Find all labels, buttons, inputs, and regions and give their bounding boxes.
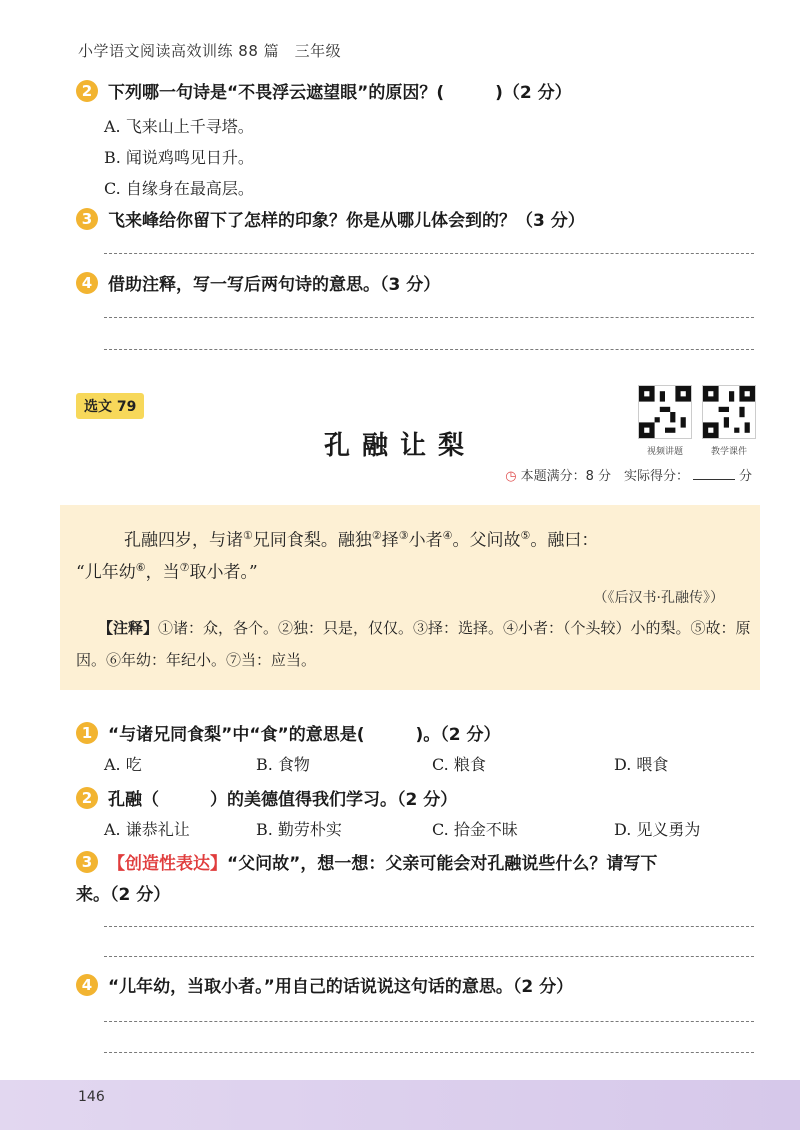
question-number-badge: 3 [76, 851, 98, 873]
question-text: 孔融（ ）的美德值得我们学习。（2 分） [108, 790, 458, 810]
question-3b [76, 849, 657, 874]
question-3 [76, 206, 585, 231]
answer-line[interactable] [104, 1052, 754, 1053]
option-d[interactable]: D. 喂食 [614, 755, 669, 774]
option-b[interactable]: B. 勤劳朴实 [256, 820, 342, 839]
selection-tag: 选文 79 [76, 393, 144, 419]
question-2 [76, 78, 572, 103]
qr-label-video: 视频讲题 [646, 447, 683, 457]
question-number-badge: 2 [76, 80, 98, 102]
score-blank[interactable] [693, 479, 735, 480]
answer-line[interactable] [104, 956, 754, 957]
question-text: 飞来峰给你留下了怎样的印象？你是从哪儿体会到的？（3 分） [108, 211, 585, 231]
note-ref: ③ [398, 529, 409, 542]
passage-text: 兄同食梨。融独 [252, 530, 372, 551]
question-number-badge: 4 [76, 272, 98, 294]
question-number-badge: 4 [76, 974, 98, 996]
question-1 [76, 720, 500, 745]
creative-expression-tag: 【创造性表达】 [108, 854, 227, 874]
note-ref: ⑦ [179, 561, 190, 574]
answer-line[interactable] [104, 349, 754, 350]
clock-icon: ◷ [505, 469, 517, 484]
option-a[interactable]: A. 谦恭礼让 [104, 820, 190, 839]
notes-label: 【注释】 [98, 619, 159, 637]
passage-text: ，当 [145, 562, 180, 583]
annotations [76, 612, 756, 676]
passage-line-2 [76, 551, 726, 590]
score-unit: 分 [738, 469, 752, 484]
question-text: 借助注释，写一写后两句诗的意思。（3 分） [108, 275, 441, 295]
option-b[interactable]: B. 闻说鸡鸣见日升。 [104, 148, 254, 167]
note-ref: ④ [442, 529, 453, 542]
question-text: 下列哪一句诗是“不畏浮云遮望眼”的原因？( )（2 分） [108, 83, 572, 103]
passage-text: 。融曰： [530, 530, 599, 551]
passage-title: 孔融让梨 [323, 431, 476, 461]
question-text: “父问故”，想一想：父亲可能会对孔融说些什么？请写下 [227, 854, 658, 874]
note-ref: ⑥ [135, 561, 146, 574]
option-c[interactable]: C. 拾金不昧 [432, 820, 518, 839]
question-number-badge: 1 [76, 722, 98, 744]
answer-line[interactable] [104, 253, 754, 254]
question-text: “与诸兄同食梨”中“食”的意思是( )。（2 分） [108, 725, 501, 745]
note-ref: ② [371, 529, 382, 542]
passage-text: 孔融四岁，与诸 [124, 530, 243, 551]
question-2b [76, 785, 457, 810]
option-c[interactable]: C. 粮食 [432, 755, 486, 774]
answer-line[interactable] [104, 317, 754, 318]
passage-text: 。父问故 [452, 530, 521, 551]
option-c[interactable]: C. 自缘身在最高层。 [104, 179, 254, 198]
passage-text: 择 [381, 530, 399, 551]
question-4 [76, 270, 440, 295]
question-4b [76, 972, 573, 997]
answer-line[interactable] [104, 926, 754, 927]
option-b[interactable]: B. 食物 [256, 755, 310, 774]
note-ref: ① [243, 529, 253, 542]
question-number-badge: 3 [76, 208, 98, 230]
passage-source: （《后汉书·孔融传》） [593, 590, 724, 606]
notes-text: ①诸：众，各个。②独：只是，仅仅。③择：选择。④小者：（个头较）小的梨。⑤故：原因。⑥年幼：年纪小。⑦当：应当。 [76, 619, 751, 669]
passage-text: 取小者。” [189, 562, 258, 583]
score-line [505, 465, 752, 484]
passage-text: “儿年幼 [76, 562, 136, 583]
page-number: 146 [78, 1089, 105, 1105]
answer-line[interactable] [104, 1021, 754, 1022]
footer-bar [0, 1080, 800, 1130]
qr-label-courseware: 教学课件 [710, 447, 747, 457]
option-d[interactable]: D. 见义勇为 [614, 820, 701, 839]
question-text: “儿年幼，当取小者。”用自己的话说说这句话的意思。（2 分） [108, 977, 574, 997]
option-a[interactable]: A. 飞来山上千寻塔。 [104, 117, 254, 136]
option-a[interactable]: A. 吃 [104, 755, 142, 774]
question-text-continued: 来。（2 分） [76, 885, 171, 905]
note-ref: ⑤ [520, 529, 531, 542]
passage-text: 小者 [408, 530, 443, 551]
question-number-badge: 2 [76, 787, 98, 809]
score-label: 本题满分：8 分 实际得分： [520, 469, 689, 484]
running-header: 小学语文阅读高效训练 88 篇 三年级 [78, 42, 342, 60]
